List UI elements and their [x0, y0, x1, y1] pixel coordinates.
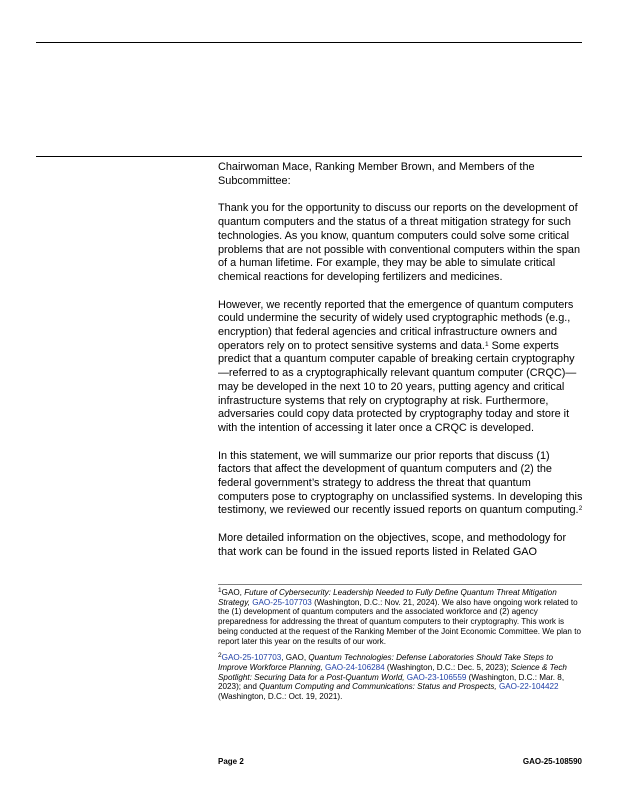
- footnote-2-title-2: Science & Tech Spotlight: Securing Data for a Post-Quantum World,: [218, 662, 567, 682]
- footnote-2-number: 2: [218, 652, 222, 660]
- paragraph-statement: [218, 450, 584, 519]
- paragraph-threat-text-b: Some experts predict that a quantum computer capable of breaking certain cryptography—referred to as a cryptographically relevant quantum computer (CRQC)—may be developed in the next 10 to 20 years, putting agency and critical infrastructure systems that rely on cryptography at risk. Furthermore, adversaries could copy data protected by cryptography today and store it with the intention of accessing it later once a CRQC is developed.: [218, 339, 577, 434]
- footnote-separator: [218, 584, 582, 585]
- link-gao-23-106559[interactable]: GAO-23-106559: [406, 672, 467, 682]
- footnotes: [218, 588, 584, 709]
- footnote-2-text-d: (Washington, D.C.: Oct. 19, 2021).: [218, 692, 343, 702]
- paragraph-intro: Thank you for the opportunity to discuss our reports on the development of quantum computers and the status of a threat mitigation strategy for such technologies. As you know, quantum computers could solve some critical problems that are not possible with conventional computers within the span of a human lifetime. For example, they may be able to simulate critical chemical reactions for developing fertilizers and medicines.: [218, 202, 581, 283]
- footnote-1-number: 1: [218, 587, 222, 594]
- link-gao-22-104422[interactable]: GAO-22-104422: [498, 682, 559, 692]
- salutation: Chairwoman Mace, Ranking Member Brown, and Members of the Subcommittee:: [218, 161, 535, 187]
- footnote-ref-1[interactable]: 1: [484, 340, 489, 348]
- footnote-2-title-3: Quantum Computing and Communications: Status and Prospects,: [259, 682, 497, 692]
- header-bottom-rule: [36, 156, 582, 157]
- footnote-1: [218, 588, 584, 646]
- paragraph-methodology: More detailed information on the objectives, scope, and methodology for that work can be found in the issued reports listed in Related GAO: [218, 532, 567, 558]
- link-gao-25-107703-fn2[interactable]: GAO-25-107703: [221, 653, 282, 663]
- top-rule: [36, 42, 582, 43]
- footnote-1-text-a: GAO,: [221, 588, 245, 597]
- footnote-2-title-1: Quantum Technologies: Defense Laboratories Should Take Steps to Improve Workforce Planning,: [218, 653, 554, 672]
- footnote-1-title: Future of Cybersecurity: Leadership Needed to Fully Define Quantum Threat Mitigation Strategy,: [218, 588, 557, 607]
- paragraph-threat-text-a: However, we recently reported that the emergence of quantum computers could undermine the security of widely used cryptographic methods (e.g., encryption) that federal agencies and critical infrastructure owners and operators rely on to protect sensitive systems and data.: [218, 298, 574, 352]
- report-id: GAO-25-108590: [522, 757, 582, 766]
- footnote-2-text-a: , GAO,: [281, 653, 309, 663]
- footnote-2-text-b: (Washington, D.C.: Dec. 5, 2023);: [384, 662, 511, 672]
- link-gao-24-106284[interactable]: GAO-24-106284: [325, 662, 385, 672]
- paragraph-statement-text: In this statement, we will summarize our prior reports that discuss (1) factors that affect the development of quantum computers and (2) the federal government’s strategy to address the threat that quantum computers pose to cryptography on unclassified systems. In developing this testimony, we reviewed our recently issued reports on quantum computing.: [218, 449, 583, 517]
- page-number: Page 2: [218, 757, 244, 766]
- footnote-2: [218, 653, 584, 702]
- paragraph-threat: [218, 299, 584, 436]
- footnote-ref-2[interactable]: 2: [578, 505, 583, 513]
- link-gao-25-107703[interactable]: GAO-25-107703: [252, 597, 312, 607]
- testimony-body: [218, 161, 584, 574]
- footnote-1-text-b: (Washington, D.C.: Nov. 21, 2024). We also have ongoing work related to the (1) development of quantum computers and the associated workforce and (2) agency preparedness for addressing the threat of quantum computers to their cryptography. This work is being conducted at the request of the Ranking Member of the Joint Economic Committee. We plan to report later this year on the results of our work.: [218, 597, 581, 646]
- footnote-2-text-c: (Washington, D.C.: Mar. 8, 2023); and: [218, 672, 565, 692]
